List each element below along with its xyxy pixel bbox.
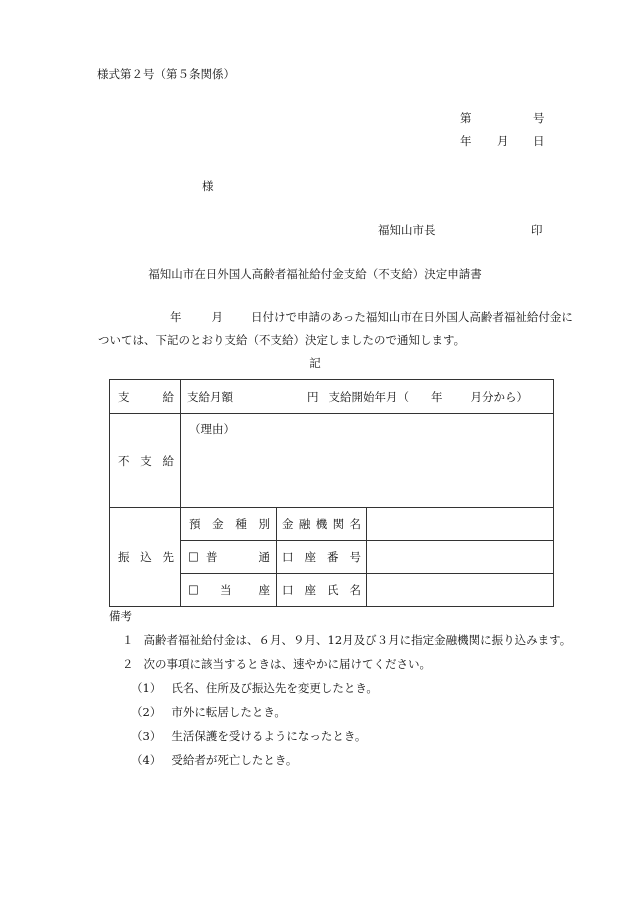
body-line-1-text: 日付けで申請のあった福知山市在日外国人高齢者福祉給付金に — [251, 310, 573, 324]
payment-amount-cell[interactable] — [181, 380, 554, 414]
reason-cell[interactable] — [181, 414, 554, 508]
note-subitem-3: （3） 生活保護を受けるようになったとき。 — [131, 729, 367, 743]
date-year-label: 年 — [460, 134, 472, 148]
deposit-type-label-cell: 預 金 種 別 — [181, 508, 277, 541]
document-number-label: 第 — [460, 111, 472, 125]
body-line-1 — [98, 309, 573, 325]
addressee-suffix: 様 — [202, 179, 214, 193]
note-subitem-1: （1） 氏名、住所及び振込先を変更したとき。 — [131, 681, 378, 695]
issuer-name: 福知山市長 — [378, 223, 436, 237]
date-day-label: 日 — [533, 134, 545, 148]
ki-heading: 記 — [309, 356, 321, 370]
nonpayment-header-cell: 不 支 給 — [110, 414, 181, 508]
notes-heading: 備考 — [109, 609, 132, 623]
decision-table — [109, 379, 554, 607]
ordinary-checkbox[interactable]: □ — [188, 549, 199, 563]
transfer-header-cell: 振 込 先 — [110, 508, 181, 607]
body-line-2: ついては、下記のとおり支給（不支給）決定しましたので通知します。 — [98, 333, 466, 347]
bank-name-label-cell: 金 融 機 関 名 — [277, 508, 367, 541]
body-year-label: 年 — [170, 310, 182, 324]
payment-header-cell: 支 給 — [110, 380, 181, 414]
document-title: 福知山市在日外国人高齢者福祉給付金支給（不支給）決定申請書 — [148, 267, 482, 281]
yen-label: 円 — [307, 389, 319, 404]
note-item-2: ２ 次の事項に該当するときは、速やかに届けてください。 — [122, 657, 431, 671]
document-number-suffix: 号 — [533, 111, 545, 125]
payment-row — [110, 380, 554, 414]
account-name-label-cell: 口 座 氏 名 — [277, 574, 367, 607]
current-checkbox[interactable]: □ — [188, 582, 199, 596]
payment-start-year: 年 — [431, 389, 443, 404]
ordinary-option-cell[interactable]: □ 普 通 — [181, 541, 277, 574]
account-number-value-cell[interactable] — [367, 541, 554, 574]
reason-label: （理由） — [189, 422, 235, 436]
current-option-cell[interactable]: □ 当 座 — [181, 574, 277, 607]
account-name-value-cell[interactable] — [367, 574, 554, 607]
date-month-label: 月 — [497, 134, 509, 148]
transfer-row-1 — [110, 508, 554, 541]
seal-mark: 印 — [531, 223, 543, 237]
nonpayment-row — [110, 414, 554, 508]
bank-name-value-cell[interactable] — [367, 508, 554, 541]
body-month-label: 月 — [211, 310, 223, 324]
note-item-1: １ 高齢者福祉給付金は、６月、９月、12月及び３月に指定金融機関に振り込みます。 — [122, 633, 572, 647]
account-number-label-cell: 口 座 番 号 — [277, 541, 367, 574]
payment-start-month: 月分から） — [470, 389, 528, 404]
note-subitem-2: （2） 市外に転居したとき。 — [131, 705, 286, 719]
payment-amount-label: 支給月額 — [187, 389, 233, 404]
form-id: 様式第２号（第５条関係） — [97, 67, 235, 81]
payment-start-label: 支給開始年月（ — [328, 389, 409, 404]
note-subitem-4: （4） 受給者が死亡したとき。 — [131, 753, 298, 767]
